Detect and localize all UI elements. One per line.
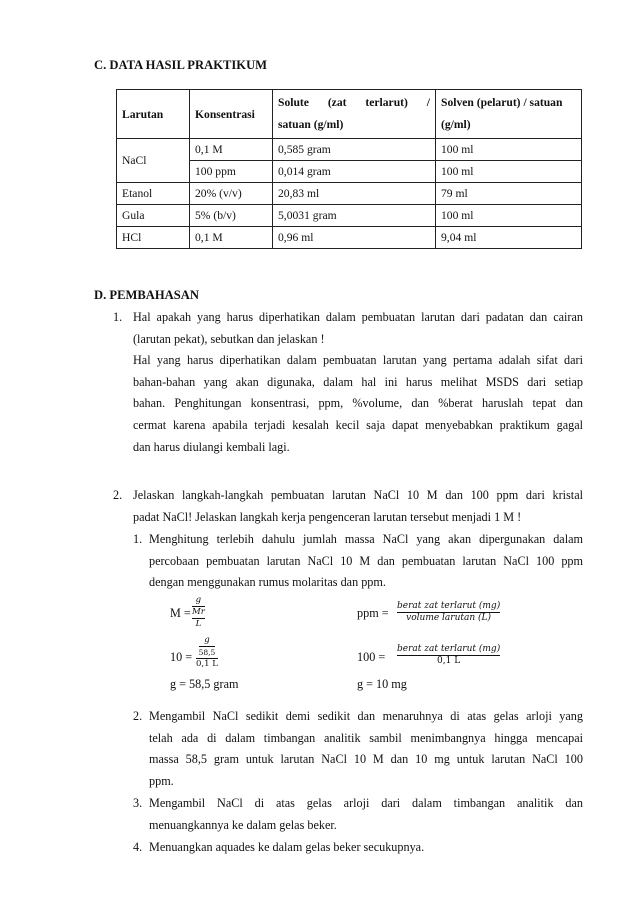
answer-1-line: bahan. Penghitungan konsentrasi, ppm, %volume, dan %berat haruslah tepat dan: [133, 396, 583, 411]
step-line: massa 58,5 gram untuk larutan NaCl 10 M dan 10 mg untuk larutan NaCl 100: [149, 752, 583, 767]
step-line: menuangkannya ke dalam gelas beker.: [149, 817, 337, 832]
header-larutan: Larutan: [117, 90, 190, 139]
answer-1-line: Hal yang harus diperhatikan dalam pembuatan larutan yang pertama adalah sifat dari: [133, 353, 583, 368]
formula-hundred-lhs: 100 =: [357, 650, 386, 664]
section-d-heading: D. PEMBAHASAN: [94, 288, 199, 302]
step-2-text: [149, 706, 583, 792]
table-cell-larutan: NaCl: [117, 139, 190, 183]
question-2-text: [133, 485, 583, 528]
step-line: Menuangkan aquades ke dalam gelas beker secukupnya.: [149, 840, 425, 854]
formula-ppm-lhs: ppm =: [357, 606, 389, 620]
step-line: telah ada di dalam timbangan analitik sambil menimbangnya hingga mencapai: [149, 730, 583, 745]
table-cell-larutan: HCl: [117, 227, 190, 249]
table-cell-konsentrasi: 5% (b/v): [190, 205, 273, 227]
table-cell-solven: 9,04 ml: [436, 227, 582, 249]
step-line: percobaan pembuatan larutan NaCl 10 M dan pembuatan larutan NaCl 100 ppm: [149, 553, 583, 568]
question-2-number: 2.: [113, 488, 123, 502]
step-line: ppm.: [149, 773, 174, 788]
question-1-line: Hal apakah yang harus diperhatikan dalam pembuatan larutan dari padatan dan cairan: [133, 310, 583, 324]
header-konsentrasi: Konsentrasi: [190, 90, 273, 139]
step-line: Mengambil NaCl sedikit demi sedikit dan menaruhnya di atas gelas arloji yang: [149, 709, 583, 723]
formula-hundred-numerator: berat zat terlarut (mg): [397, 644, 501, 654]
question-2-line: padat NaCl! Jelaskan langkah kerja pengenceran larutan tersebut menjadi 1 M !: [133, 509, 522, 524]
step-4-text: [149, 837, 583, 859]
data-table: [116, 89, 582, 249]
answer-1-line: bahan-bahan yang akan digunaka, dalam hal ini harus melihat MSDS dari setiap: [133, 374, 583, 389]
header-solute-line2: satuan (g/ml): [278, 118, 344, 131]
table-cell-solven: 100 ml: [436, 161, 582, 183]
formula-m-lhs: M =: [170, 606, 191, 620]
formula-hundred-fraction: [397, 645, 500, 666]
table-cell-solute: 0,585 gram: [273, 139, 436, 161]
formula-ten-fraction: [196, 636, 218, 669]
table-row: [117, 139, 582, 161]
formula-g-result: g = 58,5 gram: [170, 677, 239, 691]
formula-ten-g: g: [204, 635, 210, 645]
formula-ten-lhs: 10 =: [170, 650, 193, 664]
step-4-number: 4.: [133, 840, 143, 854]
formula-ppm-fraction: [397, 602, 500, 623]
step-3-text: [149, 793, 583, 836]
step-1-number: 1.: [133, 532, 143, 546]
table-cell-larutan: Gula: [117, 205, 190, 227]
formula-m-denominator: L: [195, 619, 202, 629]
table-cell-konsentrasi: 0,1 M: [190, 139, 273, 161]
table-cell-konsentrasi: 100 ppm: [190, 161, 273, 183]
table-row: [117, 205, 582, 227]
formula-m-mr: Mr: [192, 607, 205, 617]
formula-ten-denominator: 0,1 L: [196, 659, 218, 669]
header-solute: [273, 90, 436, 139]
table-row: [117, 183, 582, 205]
formula-ppm-numerator: berat zat terlarut (mg): [397, 601, 501, 611]
table-cell-konsentrasi: 0,1 M: [190, 227, 273, 249]
table-cell-konsentrasi: 20% (v/v): [190, 183, 273, 205]
question-1-number: 1.: [113, 310, 123, 324]
step-3-number: 3.: [133, 796, 143, 810]
formula-ppm-denominator: volume larutan (L): [406, 613, 492, 623]
section-c-heading: C. DATA HASIL PRAKTIKUM: [94, 58, 268, 72]
step-1-text: [149, 529, 583, 594]
step-2-number: 2.: [133, 709, 143, 723]
header-solven: [436, 90, 582, 139]
table-cell-solute: 0,014 gram: [273, 161, 436, 183]
question-1-line: (larutan pekat), sebutkan dan jelaskan !: [133, 331, 325, 346]
table-header-row: [117, 90, 582, 139]
formula-m-numerator: [192, 596, 205, 617]
header-solven-line2: (g/ml): [441, 118, 471, 131]
header-solven-line1: Solven (pelarut) / satuan: [441, 96, 563, 109]
formula-mg-result: g = 10 mg: [357, 677, 407, 691]
question-1-text: [133, 307, 583, 458]
step-line: Menghitung terlebih dahulu jumlah massa NaCl yang akan dipergunakan dalam: [149, 532, 583, 546]
formula-ten-mr: 58,5: [198, 648, 216, 657]
formula-m-fraction: [192, 596, 205, 629]
step-line: dengan menggunakan rumus molaritas dan ppm.: [149, 575, 386, 590]
answer-1-line: cermat karena apabila terjadi kesalah kecil saja dapat menyebabkan praktikum gagal: [133, 417, 583, 432]
formula-hundred-denominator: 0,1 L: [437, 656, 461, 666]
table-cell-solute: 5,0031 gram: [273, 205, 436, 227]
formula-m-g: g: [195, 595, 202, 605]
question-2-line: Jelaskan langkah-langkah pembuatan larutan NaCl 10 M dan 100 ppm dari kristal: [133, 488, 583, 502]
table-row: [117, 227, 582, 249]
header-solute-line1: Solute (zat terlarut) /: [278, 96, 430, 109]
formula-ten-numerator: [199, 636, 216, 657]
table-cell-solven: 100 ml: [436, 205, 582, 227]
table-cell-solute: 20,83 ml: [273, 183, 436, 205]
answer-1-line: dan harus diulangi kembali lagi.: [133, 439, 290, 454]
table-cell-solven: 79 ml: [436, 183, 582, 205]
step-line: Mengambil NaCl di atas gelas arloji dari dalam timbangan analitik dan: [149, 796, 583, 810]
table-cell-solven: 100 ml: [436, 139, 582, 161]
table-cell-larutan: Etanol: [117, 183, 190, 205]
table-cell-solute: 0,96 ml: [273, 227, 436, 249]
